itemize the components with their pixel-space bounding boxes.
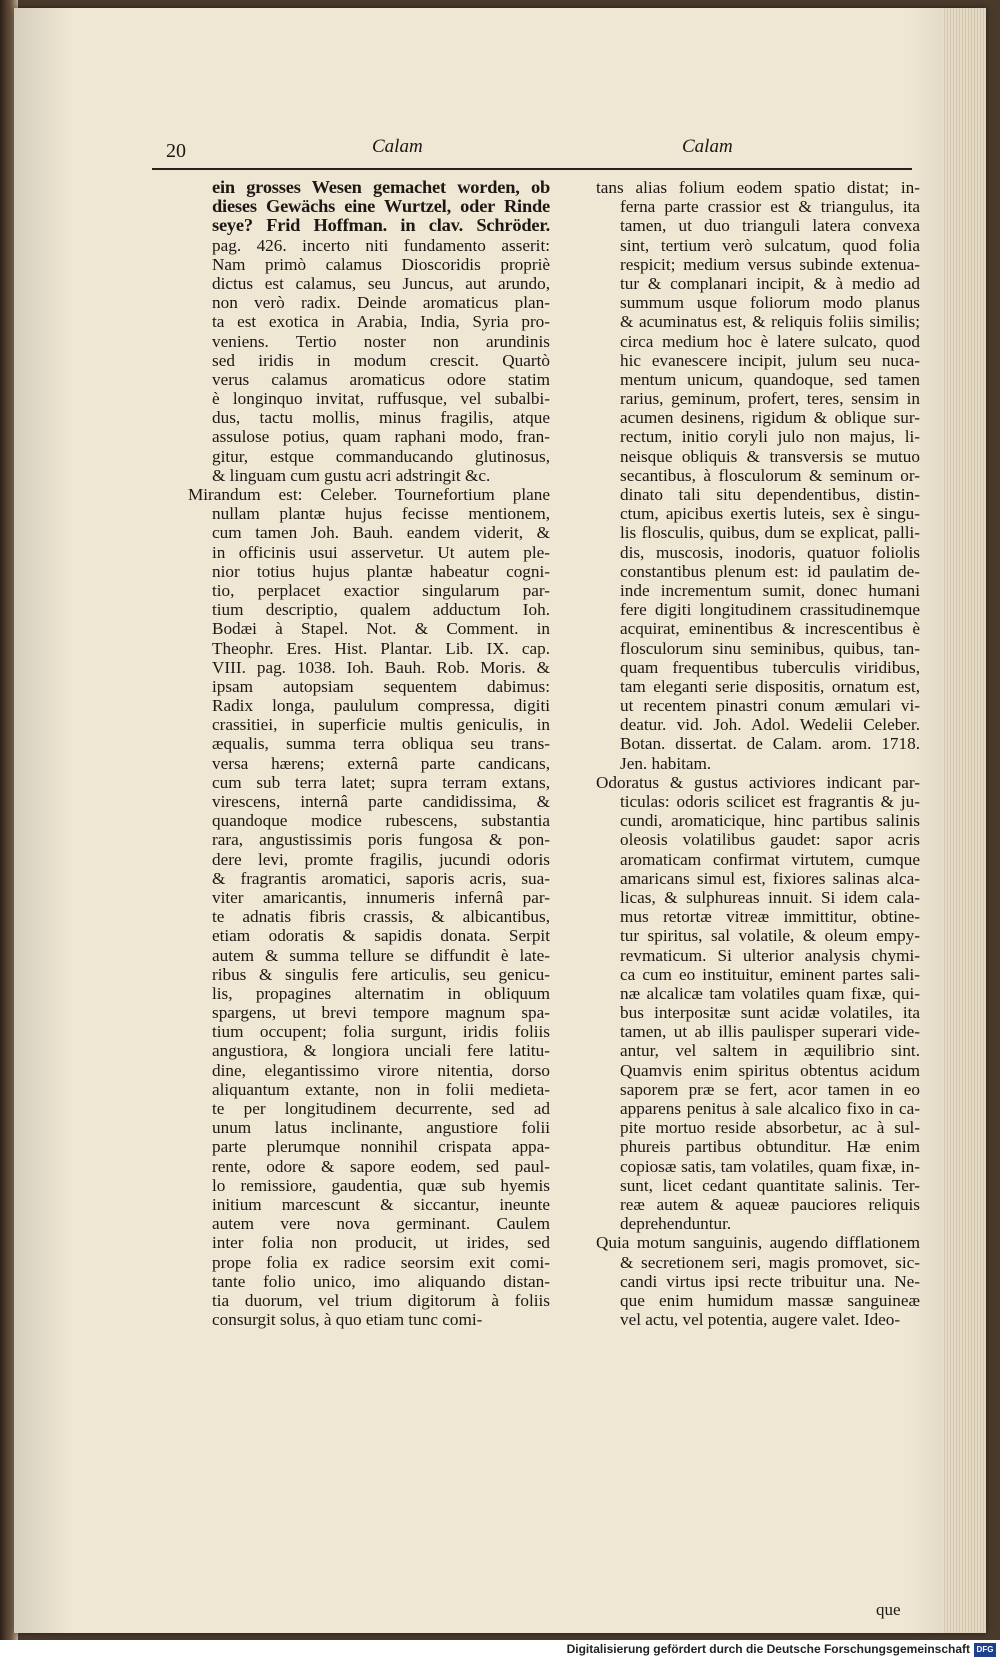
text-line: aliquantum extante, non in folii medieta- [212,1079,550,1099]
text-line: dus, tactu mollis, minus fragilis, atque [212,408,550,428]
footer-bar [0,1640,1000,1662]
text-line: deprehenduntur. [620,1214,732,1234]
text-line: & secretionem seri, magis promovet, sic- [620,1252,920,1272]
text-line: sint, tertium verò sulcatum, quod folia [620,235,920,255]
running-head-right: Calam [682,136,733,157]
text-line: respicit; medium versus subinde extenua- [620,254,920,274]
text-line: revmaticum. Si ulterior analysis chymi- [620,945,920,965]
text-line: ferna parte crassior est & triangulus, ita [620,197,920,217]
text-line: deatur. vid. Joh. Adol. Wedelii Celeber. [620,715,920,735]
text-line: dis, muscosis, inodoris, quatuor foliolis [620,542,920,562]
text-line: Botan. dissertat. de Calam. arom. 1718. [620,734,920,754]
text-line: circa medium hoc è latere sulcato, quod [620,331,920,351]
digitization-credit: Digitalisierung gefördert durch die Deutsche Forschungsgemeinschaft [566,1642,970,1656]
text-line: ctum, apicibus exertis luteis, sex è singu- [620,504,920,524]
catchword: que [876,1600,901,1619]
text-line: spargens, ut brevi tempore magnum spa- [212,1003,550,1023]
text-line: Odoratus & gustus activiores indicant par- [596,772,920,792]
text-line: dinato tali situ dependentibus, distin- [620,485,920,504]
header-rule [152,168,912,170]
text-line: constantibus plenum est: id paulatim de- [620,561,920,581]
text-line: rarius, geminum, profert, teres, sensim in [620,389,920,409]
running-head-left: Calam [372,136,423,157]
dfg-logo-icon: DFG [974,1643,996,1657]
text-line: tur & complanari incipit, & à medio ad [620,273,920,293]
text-line: rente, odore & sapore eodem, sed paul- [212,1156,550,1176]
text-line: consurgit solus, à quo etiam tunc comi- [212,1310,483,1330]
text-line: dine, elegantissimo virore nitentia, dorso [212,1060,550,1080]
text-line: ta est exotica in Arabia, India, Syria pro- [212,312,550,332]
text-line: ca cum eo instituitur, eminent partes sali- [620,964,920,984]
text-line: cundi, aromaticique, hinc partibus salinis [620,811,920,831]
text-line: copiosæ satis, tam volatiles, quam fixæ, in- [620,1156,920,1176]
text-line: inde incrementum sumit, donec humani [620,580,920,600]
text-line: ticulas: odoris scilicet est fragrantis & ju- [620,792,920,811]
text-line: fere digiti longitudinem crassitudinemque [620,600,920,620]
text-line: apparens penitus à sale alcalico fixo in ca- [620,1099,920,1118]
text-line: tamen, ut duo trianguli latera convexa [620,216,920,236]
text-line: tia duorum, vel trium digitorum à foliis [212,1290,550,1310]
text-line: tium occupent; folia surgunt, iridis foliis [212,1022,550,1042]
text-line: ipsam autopsiam sequentem dabimus: [212,676,550,696]
text-line: mentum unicum, quandoque, sed tamen [620,369,920,389]
text-line: quam frequentibus tuberculis viridibus, [620,657,920,677]
text-line: è longinquo invitat, ruffusque, vel subalbi- [212,389,550,409]
text-line: seye? Frid Hoffman. in clav. Schröder. [212,216,550,236]
text-line: bus interpositæ sunt acidæ volatiles, ita [620,1003,920,1023]
text-line: tio, perplacet exactior singularum par- [212,580,550,600]
text-line: pite mortuo reside absorbetur, ac à sul- [620,1118,920,1138]
text-line: assulose potius, quam raphani modo, fran- [212,427,550,447]
text-line: dere levi, promte fragilis, jucundi odoris [212,849,550,869]
text-line: candi virtus ipsi recte tribuitur una. Ne- [620,1271,920,1291]
text-line: Jen. habitam. [620,753,712,773]
text-line: rectum, initio coryli julo non majus, li- [620,427,920,447]
text-line: & fragrantis aromatici, saporis acris, sua- [212,868,550,888]
text-line: neisque obliquis & transversis se mutuo [620,446,920,466]
text-line: & linguam cum gustu acri adstringit &c. [212,465,491,485]
text-line: ein grosses Wesen gemachet worden, ob [212,178,550,197]
text-line: verus calamus aromaticus odore statim [212,369,550,389]
page-edges [942,8,986,1633]
text-line: lo remissiore, gaudentia, quæ sub hyemis [212,1175,550,1195]
text-line: pag. 426. incerto niti fundamento asserit: [212,235,550,255]
text-line: versa hærens; externâ parte candicans, [212,753,550,773]
text-line: VIII. pag. 1038. Ioh. Bauh. Rob. Moris. & [212,657,550,677]
text-line: crassitiei, in superficie multis geniculis, in [212,715,550,735]
text-line: aromaticam confirmat virtutem, cumque [620,849,920,869]
text-line: Radix longa, paululum compressa, digiti [212,696,550,716]
text-line: saporem præ se fert, acor tamen in eo [620,1079,920,1099]
text-line: licas, & sulphureas innuit. Si idem cala- [620,887,920,907]
text-line: Quia motum sanguinis, augendo difflationem [596,1233,920,1253]
text-line: tam eleganti serie dispositis, ornatum est, [620,676,920,696]
text-line: tur spiritus, sal volatile, & oleum empy- [620,926,920,946]
text-line: cum sub terra latet; supra terram extans, [212,772,550,792]
text-line: quandoque modice rubescens, substantia [212,811,550,831]
text-line: flosculorum sinu seminibus, quibus, tan- [620,638,920,658]
text-line: Bodæi à Stapel. Not. & Comment. in [212,619,550,639]
text-line: reæ autem & aqueæ pauciores reliquis [620,1194,920,1214]
text-line: dictus est calamus, seu Juncus, aut arundo, [212,273,550,293]
text-line: æqualis, summa terra obliqua seu trans- [212,734,550,754]
text-line: acquirat, eminentibus & increscentibus è [620,619,920,639]
text-line: vel actu, vel potentia, augere valet. Ideo- [620,1310,901,1330]
text-line: autem & summa tellure se diffundit è late- [212,945,550,965]
text-line: tans alias folium eodem spatio distat; in- [596,178,920,197]
text-line: te per longitudinem decurrente, sed ad [212,1099,550,1118]
text-line: parte plerumque nonnihil crispata appa- [212,1137,550,1157]
text-line: lis, propagines alternatim in obliquum [212,983,550,1003]
text-line: inter folia non producit, ut irides, sed [212,1233,550,1253]
right-text-column [596,178,920,1329]
text-line: que enim humidum massæ sanguineæ [620,1290,920,1310]
text-line: angustiora, & longiora unciali fere latitu- [212,1041,550,1061]
text-line: summum usque foliorum modo planus [620,293,920,313]
text-line: tamen, ut ab illis paulisper superari vide- [620,1022,920,1042]
text-line: unum latus inclinante, angustiore folii [212,1118,550,1138]
text-line: cum tamen Joh. Bauh. eandem viderit, & [212,523,550,543]
text-line: nior totius hujus plantæ habeatur cogni- [212,561,550,581]
text-line: Theophr. Eres. Hist. Plantar. Lib. IX. cap. [212,638,550,658]
text-line: Quamvis enim spiritus obtentus acidum [620,1060,920,1080]
text-line: ribus & singulis fere articulis, seu genicu- [212,964,550,984]
text-line: Nam primò calamus Dioscoridis propriè [212,254,550,274]
text-line: virescens, internâ parte candidissima, & [212,792,550,811]
text-line: dieses Gewächs eine Wurtzel, oder Rinde [212,197,550,217]
text-line: gitur, estque commanducando glutinosus, [212,446,550,466]
text-line: acumen desinens, rigidum & oblique sur- [620,408,920,428]
text-line: te adnatis fibris crassis, & albicantibus, [212,907,550,927]
text-line: rara, angustissimis poris fungosa & pon- [212,830,550,850]
text-line: in officinis usui asservetur. Ut autem ple- [212,542,550,562]
text-line: tante folio unico, imo aliquando distan- [212,1271,550,1291]
text-line: autem vere nova germinant. Caulem [212,1214,550,1234]
text-line: ut recentem pinastri conum æmulari vi- [620,696,920,716]
text-line: næ alcalicæ tam volatiles quam fixæ, qui- [620,983,920,1003]
text-line: sunt, licet cedant quantitate salinis. Ter- [620,1175,920,1195]
left-text-column [188,178,550,1329]
text-line: veniens. Tertio noster non arundinis [212,331,550,351]
text-line: nullam plantæ hujus fecisse mentionem, [212,504,550,524]
text-line: Mirandum est: Celeber. Tournefortium plane [188,485,550,504]
text-line: tium descriptio, qualem adductum Ioh. [212,600,550,620]
text-line: antur, vel saltem in æquilibrio sint. [620,1041,920,1061]
text-line: initium marcescunt & siccantur, ineunte [212,1194,550,1214]
text-line: hic evanescere incipit, julum seu nuca- [620,350,920,370]
text-line: prope folia ex radice seorsim exit comi- [212,1252,550,1272]
text-line: & acuminatus est, & reliquis foliis similis; [620,312,920,332]
page-number: 20 [166,140,186,162]
text-line: secantibus, à flosculorum & seminum or- [620,465,920,485]
text-line: mus retortæ vitreæ immittitur, obtine- [620,907,920,927]
text-line: sed iridis in modum crescit. Quartò [212,350,550,370]
page-header [152,128,912,168]
text-line: amaricans simul est, fixiores salinas alca- [620,868,920,888]
text-line: etiam odoratis & sapidis donata. Serpit [212,926,550,946]
text-line: phureis partibus obtunditur. Hæ enim [620,1137,920,1157]
text-line: lis flosculis, quibus, dum se explicat, palli- [620,523,920,543]
text-line: oleosis volatilibus gaudet: sapor acris [620,830,920,850]
text-line: non verò radix. Deinde aromaticus plan- [212,293,550,313]
text-line: viter amaricantis, innumeris infernâ par- [212,887,550,907]
